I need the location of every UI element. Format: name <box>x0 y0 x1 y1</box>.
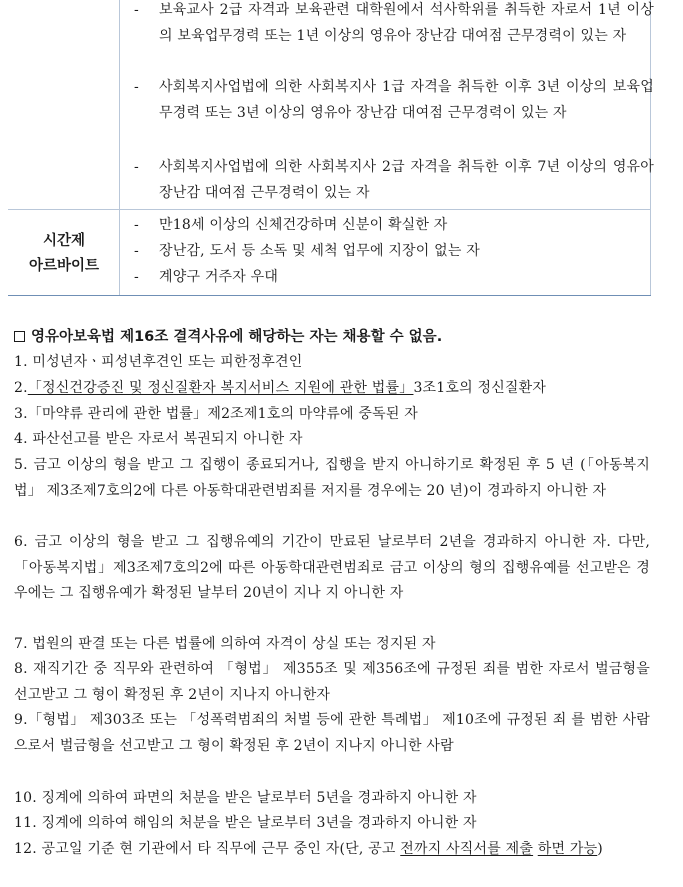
list-item <box>14 657 650 708</box>
list-item-text: 9.「형법」 제303조 또는 「성폭력범죄의 처벌 등에 관한 특례법」 제10조에 규정된 죄 를 범한 사람으로서 벌금형을 선고받고 그 형이 확정된 후 2년이 지나지 아니한 사람 <box>14 712 650 754</box>
list-item <box>134 213 654 239</box>
list-item-text: 사회복지사업법에 의한 사회복지사 1급 자격을 취득한 이후 3년 이상의 보육업무경력 또는 3년 이상의 영유아 장난감 대여점 근무경력이 있는 자 <box>159 79 654 121</box>
dash-marker: - <box>134 79 139 95</box>
list-item-close: ) <box>597 841 603 857</box>
list-item <box>14 453 650 504</box>
dash-marker: - <box>134 217 139 233</box>
list-item-text: 5. 금고 이상의 형을 받고 그 집행이 종료되거나, 집행을 받지 아니하기로 확정된 후 5 년 (「아동복지법」 제3조제7호의2에 다른 아동학대관련범죄를 저지를 경우에는 20 년)이 경과하지 아니한 자 <box>14 457 650 499</box>
list-item-text: 1. 미성년자ㆍ피성년후견인 또는 피한정후견인 <box>14 354 303 370</box>
list-item-text: 보육교사 2급 자격과 보육관련 대학원에서 석사학위를 취득한 자로서 1년 이상의 보육업무경력 또는 1년 이상의 영유아 장난감 대여점 근무경력이 있는 자 <box>159 2 654 44</box>
dash-marker: - <box>134 159 139 175</box>
underlined-condition-1: 전까지 사직서를 제출 <box>400 841 534 857</box>
table-row-divider <box>8 209 651 210</box>
list-item-text: 6. 금고 이상의 형을 받고 그 집행유예의 기간이 만료된 날로부터 2년을 경과하지 아니한 자. 다만, 「아동복지법」제3조제7호의2에 따른 아동학대관련범죄로 금고 이상의 형의 집행유예를 선고받은 경우에는 그 집행유예가 확정된 날부터 20년이 지나 지 아니한 자 <box>14 534 650 602</box>
list-item <box>134 265 654 291</box>
row-header-part-time <box>8 229 120 279</box>
list-item <box>134 0 654 49</box>
list-item-text: 4. 파산선고를 받은 자로서 복권되지 아니한 자 <box>14 431 303 447</box>
list-item-text <box>14 376 650 402</box>
list-item <box>14 376 650 402</box>
row-header-line2: 아르바이트 <box>28 258 100 274</box>
list-item <box>14 811 650 837</box>
list-item-text: 사회복지사업법에 의한 사회복지사 2급 자격을 취득한 이후 7년 이상의 영유아 장난감 대여점 근무경력이 있는 자 <box>159 159 654 201</box>
list-item <box>14 837 650 863</box>
list-item-lead: 12. 공고일 기준 현 기관에서 타 직무에 근무 중인 자(단, 공고 <box>14 841 401 857</box>
list-item <box>14 427 650 453</box>
list-item <box>14 786 650 812</box>
underlined-condition-2: 하면 가능 <box>537 841 598 857</box>
section-heading <box>14 325 654 349</box>
list-item-rest: 3조1호의 정신질환자 <box>413 380 547 396</box>
dash-marker: - <box>134 243 139 259</box>
list-item <box>134 239 654 265</box>
list-item <box>14 530 650 607</box>
list-item-number: 2. <box>14 380 28 396</box>
law-name-underlined: 「정신건강증진 및 정신질환자 복지서비스 지원에 관한 법률」 <box>27 380 414 396</box>
row-header-line1: 시간제 <box>42 233 86 249</box>
list-item <box>14 632 650 658</box>
list-item <box>14 402 650 428</box>
list-item <box>134 155 654 206</box>
section-heading-text: 영유아보육법 제16조 결격사유에 해당하는 자는 채용할 수 없음. <box>31 329 443 345</box>
list-item <box>134 75 654 126</box>
list-item-text <box>14 837 650 863</box>
list-item-text: 10. 징계에 의하여 파면의 처분을 받은 날로부터 5년을 경과하지 아니한 자 <box>14 790 477 806</box>
dash-marker: - <box>134 2 139 18</box>
list-item-text: 3.「마약류 관리에 관한 법률」제2조제1호의 마약류에 중독된 자 <box>14 406 418 422</box>
list-item-text: 계양구 거주자 우대 <box>159 269 279 285</box>
list-item-text: 만18세 이상의 신체건강하며 신분이 확실한 자 <box>159 217 448 233</box>
eligibility-table <box>8 0 654 296</box>
list-item-text: 장난감, 도서 등 소독 및 세척 업무에 지장이 없는 자 <box>159 243 480 259</box>
list-item <box>14 350 650 376</box>
table-bottom-border <box>8 295 651 296</box>
list-item <box>14 708 650 759</box>
list-item-text: 8. 재직기간 중 직무와 관련하여 「형법」 제355조 및 제356조에 규정된 죄를 범한 자로서 벌금형을 선고받고 그 형이 확정된 후 2년이 지나지 아니한자 <box>14 661 650 703</box>
dash-marker: - <box>134 269 139 285</box>
list-item-text: 11. 징계에 의하여 해임의 처분을 받은 날로부터 3년을 경과하지 아니한 자 <box>14 815 477 831</box>
checkbox-square-icon <box>14 331 25 342</box>
list-item-text: 7. 법원의 판결 또는 다른 법률에 의하여 자격이 상실 또는 정지된 자 <box>14 636 436 652</box>
